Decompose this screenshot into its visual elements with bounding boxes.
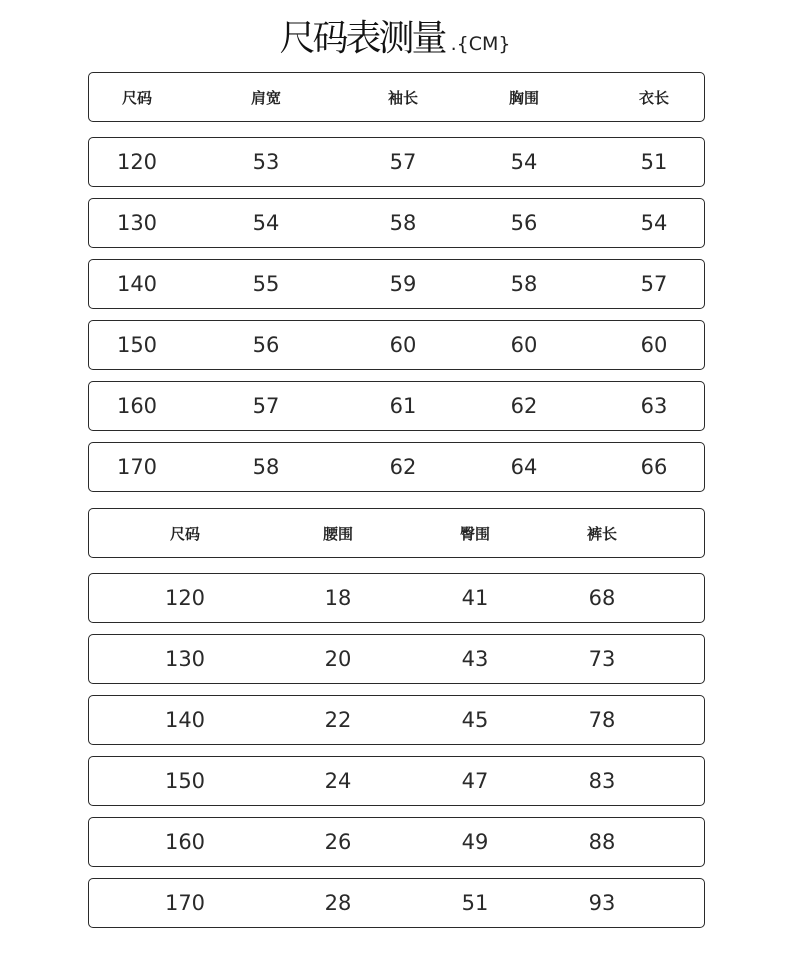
cell-hip: 51 xyxy=(461,891,489,915)
cell-size: 140 xyxy=(116,272,158,296)
page-title xyxy=(0,10,790,61)
cell-size: 130 xyxy=(116,211,158,235)
table-row xyxy=(88,878,705,928)
cell-size: 170 xyxy=(116,455,158,479)
cell-length: 51 xyxy=(640,150,668,174)
cell-chest: 64 xyxy=(510,455,538,479)
cell-waist: 22 xyxy=(324,708,352,732)
table-row xyxy=(88,442,705,492)
cell-pants-length: 68 xyxy=(588,586,616,610)
title-main: 尺码表测量 xyxy=(279,18,445,59)
cell-size: 170 xyxy=(164,891,206,915)
table-row xyxy=(88,756,705,806)
cell-length: 54 xyxy=(640,211,668,235)
cell-size: 140 xyxy=(164,708,206,732)
cell-pants-length: 88 xyxy=(588,830,616,854)
cell-hip: 47 xyxy=(461,769,489,793)
cell-chest: 54 xyxy=(510,150,538,174)
cell-shoulder: 54 xyxy=(252,211,280,235)
cell-waist: 28 xyxy=(324,891,352,915)
table-row xyxy=(88,381,705,431)
cell-hip: 45 xyxy=(461,708,489,732)
cell-hip: 49 xyxy=(461,830,489,854)
cell-length: 66 xyxy=(640,455,668,479)
cell-waist: 24 xyxy=(324,769,352,793)
cell-sleeve: 62 xyxy=(389,455,417,479)
table-row xyxy=(88,634,705,684)
cell-size: 120 xyxy=(116,150,158,174)
cell-sleeve: 61 xyxy=(389,394,417,418)
cell-shoulder: 58 xyxy=(252,455,280,479)
cell-length: 57 xyxy=(640,272,668,296)
cell-waist: 18 xyxy=(324,586,352,610)
table-row xyxy=(88,137,705,187)
cell-size: 160 xyxy=(116,394,158,418)
cell-shoulder: 55 xyxy=(252,272,280,296)
table-row xyxy=(88,320,705,370)
cell-length: 60 xyxy=(640,333,668,357)
cell-waist: 26 xyxy=(324,830,352,854)
cell-size: 130 xyxy=(164,647,206,671)
header-length: 衣长 xyxy=(638,88,670,107)
cell-hip: 43 xyxy=(461,647,489,671)
header-hip: 臀围 xyxy=(459,524,491,543)
table-row xyxy=(88,198,705,248)
cell-sleeve: 59 xyxy=(389,272,417,296)
cell-chest: 60 xyxy=(510,333,538,357)
header-size: 尺码 xyxy=(169,524,201,543)
cell-chest: 58 xyxy=(510,272,538,296)
cell-sleeve: 57 xyxy=(389,150,417,174)
bottom-table-header-row xyxy=(88,508,705,558)
header-waist: 腰围 xyxy=(322,524,354,543)
cell-pants-length: 93 xyxy=(588,891,616,915)
table-row xyxy=(88,259,705,309)
cell-hip: 41 xyxy=(461,586,489,610)
cell-pants-length: 83 xyxy=(588,769,616,793)
cell-pants-length: 78 xyxy=(588,708,616,732)
cell-chest: 56 xyxy=(510,211,538,235)
top-table-header-row xyxy=(88,72,705,122)
header-size: 尺码 xyxy=(121,88,153,107)
cell-size: 150 xyxy=(164,769,206,793)
header-pants-length: 裤长 xyxy=(586,524,618,543)
cell-sleeve: 58 xyxy=(389,211,417,235)
table-row xyxy=(88,573,705,623)
header-sleeve: 袖长 xyxy=(387,88,419,107)
cell-waist: 20 xyxy=(324,647,352,671)
cell-length: 63 xyxy=(640,394,668,418)
header-shoulder: 肩宽 xyxy=(250,88,282,107)
cell-shoulder: 56 xyxy=(252,333,280,357)
cell-shoulder: 53 xyxy=(252,150,280,174)
table-row xyxy=(88,695,705,745)
table-row xyxy=(88,817,705,867)
cell-size: 160 xyxy=(164,830,206,854)
title-unit: .{CM} xyxy=(450,33,511,55)
cell-sleeve: 60 xyxy=(389,333,417,357)
header-chest: 胸围 xyxy=(508,88,540,107)
cell-size: 120 xyxy=(164,586,206,610)
cell-chest: 62 xyxy=(510,394,538,418)
cell-size: 150 xyxy=(116,333,158,357)
cell-shoulder: 57 xyxy=(252,394,280,418)
cell-pants-length: 73 xyxy=(588,647,616,671)
